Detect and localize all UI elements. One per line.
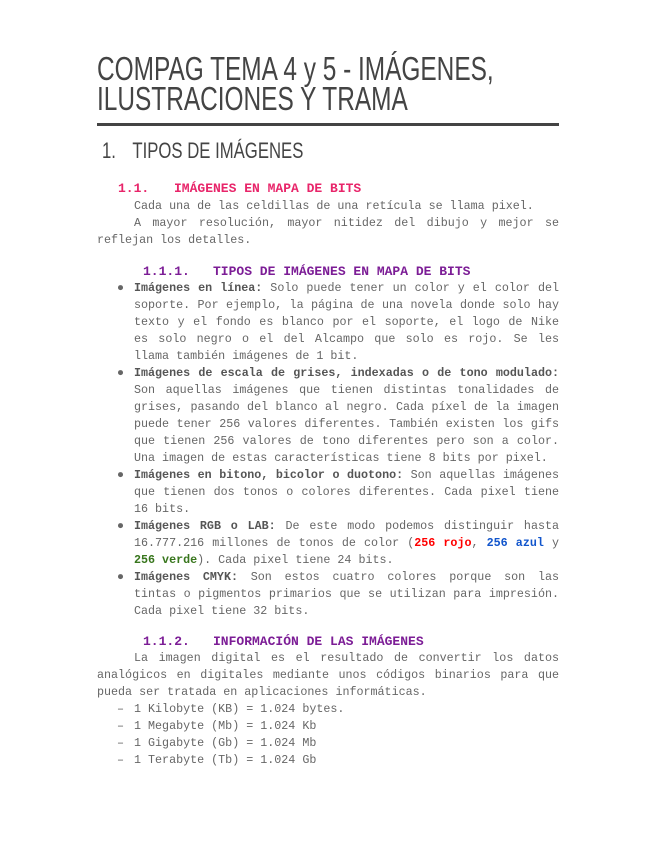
description: ). Cada pixel tiene 24 bits.: [197, 553, 394, 567]
title-line-2: ILUSTRACIONES Y TRAMA: [97, 80, 408, 117]
unit-text: 1 Gigabyte (Gb) = 1.024 Mb: [134, 736, 317, 750]
paragraph-block: [97, 198, 559, 249]
heading-1-1: [118, 181, 361, 196]
description: Son aquellas imágenes que tienen dos tonos o colores diferentes. Cada pixel tiene 16 bits.: [134, 468, 559, 516]
list-item: [97, 365, 559, 467]
blue-text: 256 azul: [486, 536, 544, 550]
document-title: [97, 50, 494, 117]
green-text: 256 verde: [134, 553, 198, 567]
term: Imágenes CMYK:: [134, 570, 238, 584]
list-item: [97, 280, 559, 365]
title-line-1: COMPAG TEMA 4 y 5 - IMÁGENES,: [97, 50, 494, 87]
paragraph: A mayor resolución, mayor nitidez del dibujo y mejor se reflejan los detalles.: [97, 216, 559, 247]
unit-text: 1 Terabyte (Tb) = 1.024 Gb: [134, 753, 317, 767]
heading-number: 1.1.1.: [143, 264, 190, 279]
separator: ,: [471, 536, 487, 550]
term: Imágenes RGB o LAB:: [134, 519, 276, 533]
list-item: [97, 701, 559, 718]
heading-number: 1.1.2.: [143, 634, 190, 649]
dash-icon: –: [117, 702, 125, 716]
list-item: [97, 752, 559, 769]
bullet-icon: ●: [117, 570, 125, 584]
list-item: [97, 518, 559, 569]
term: Imágenes de escala de grises, indexadas o de tono modulado:: [134, 366, 559, 380]
image-types-list: [97, 280, 559, 620]
heading-1: [102, 138, 303, 164]
heading-number: 1.: [102, 138, 116, 163]
dash-icon: –: [117, 719, 125, 733]
dash-icon: –: [117, 736, 125, 750]
heading-label: TIPOS DE IMÁGENES EN MAPA DE BITS: [213, 264, 471, 279]
description: Son estos cuatro colores porque son las tintas o pigmentos primarios que se utilizan para impresión. Cada pixel tiene 32 bits.: [134, 570, 559, 618]
paragraph-block: [97, 650, 559, 701]
paragraph: La imagen digital es el resultado de convertir los datos analógicos en digitales mediante unos códigos binarios para que pueda ser tratada en aplicaciones informáticas.: [97, 651, 559, 699]
units-list: [97, 701, 559, 769]
heading-number: 1.1.: [118, 181, 150, 196]
title-divider: [97, 123, 559, 126]
bullet-icon: ●: [117, 281, 125, 295]
list-item: [97, 569, 559, 620]
bullet-icon: ●: [117, 366, 125, 380]
list-item: [97, 467, 559, 518]
heading-label: TIPOS DE IMÁGENES: [132, 138, 304, 163]
heading-label: INFORMACIÓN DE LAS IMÁGENES: [213, 634, 424, 649]
heading-1-1-1: [143, 264, 470, 279]
heading-1-1-2: [143, 634, 424, 649]
unit-text: 1 Kilobyte (KB) = 1.024 bytes.: [134, 702, 345, 716]
description: Son aquellas imágenes que tienen distintas tonalidades de grises, pasando del blanco al negro. Cada píxel de la imagen puede tener 256 valores diferentes. También existen los gifs que tienen 256 valores de tono diferentes pero son a color. Una imagen de estas características tiene 8 bits por pixel.: [134, 383, 559, 465]
description: De este modo podemos distinguir hasta 16.777.216 millones de tonos de color (: [134, 519, 559, 550]
term: Imágenes en bitono, bicolor o duotono:: [134, 468, 404, 482]
list-item: [97, 735, 559, 752]
bullet-icon: ●: [117, 468, 125, 482]
dash-icon: –: [117, 753, 125, 767]
unit-text: 1 Megabyte (Mb) = 1.024 Kb: [134, 719, 317, 733]
red-text: 256 rojo: [414, 536, 472, 550]
paragraph: Cada una de las celdillas de una retícula se llama pixel.: [134, 199, 534, 213]
separator: y: [543, 536, 560, 550]
list-item: [97, 718, 559, 735]
bullet-icon: ●: [117, 519, 125, 533]
heading-label: IMÁGENES EN MAPA DE BITS: [174, 181, 362, 196]
term: Imágenes en línea:: [134, 281, 263, 295]
description: Solo puede tener un color y el color del soporte. Por ejemplo, la página de una novela donde solo hay texto y el fondo es blanco por el soporte, el logo de Nike es solo negro o el del Alcampo que solo es rojo. Se les llama también imágenes de 1 bit.: [134, 281, 559, 363]
